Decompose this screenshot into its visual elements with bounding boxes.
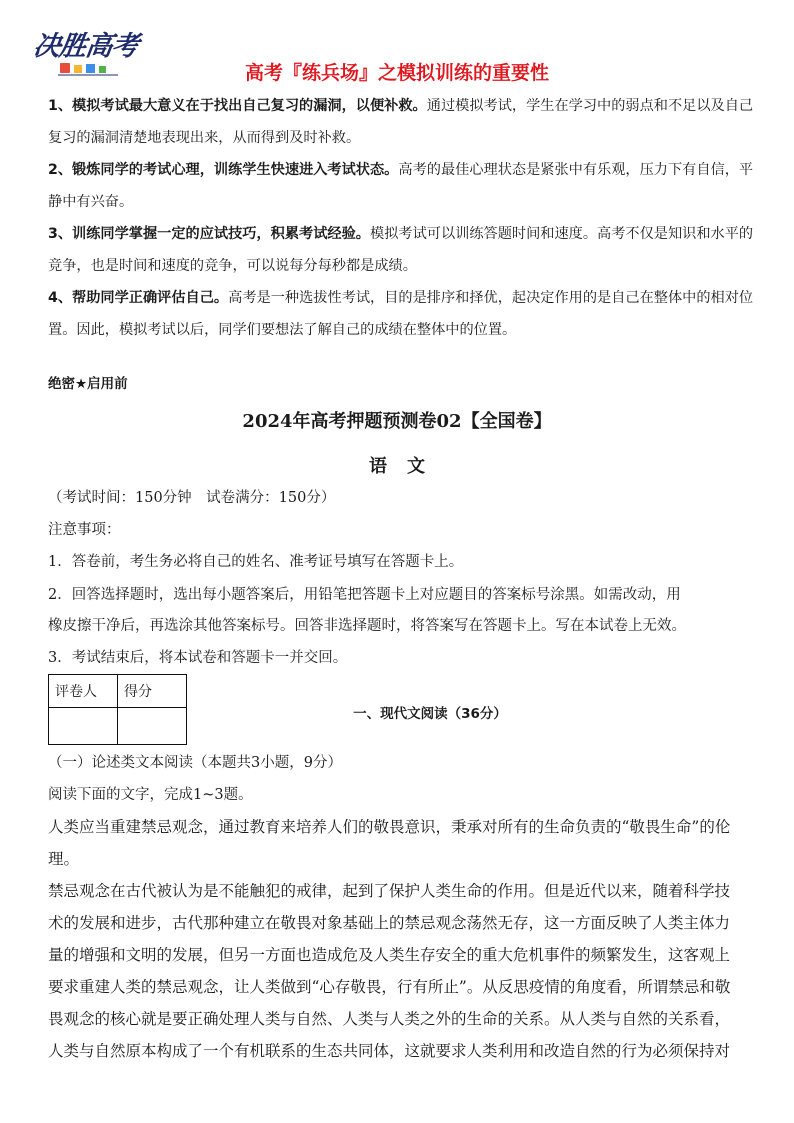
promo-point-2-text: 高考的最佳心理状态是紧张中有乐观，压力下有自信，平 [398, 162, 754, 178]
promo-point-2-line-2: 静中有兴奋。 [48, 194, 134, 210]
logo-text: 决胜高考 [31, 31, 140, 62]
exam-title: 2024年高考押题预测卷02【全国卷】 [242, 411, 552, 432]
passage-line: 理。 [48, 850, 80, 868]
promo-point-4-text: 高考是一种选拔性考试，目的是排序和择优，起决定作用的是自己在整体中的相对位 [228, 290, 754, 306]
promo-point-1-line-1 [48, 96, 760, 116]
passage-line: 量的增强和文明的发展，但另一方面也造成危及人类生存安全的重大危机事件的频繁发生，这客观上 [48, 946, 731, 964]
promo-point-1-text: 通过模拟考试，学生在学习中的弱点和不足以及自己 [426, 98, 754, 114]
notice-item-3: 3．考试结束后，将本试卷和答题卡一并交回。 [48, 650, 348, 666]
subject-title: 语文 [369, 456, 445, 477]
notice-item-1: 1．答卷前，考生务必将自己的姓名、准考证号填写在答题卡上。 [48, 554, 464, 570]
promo-point-2-heading: 2、锻炼同学的考试心理，训练学生快速进入考试状态。 [48, 162, 399, 178]
grader-table-header [49, 675, 187, 708]
reading-instruction: 阅读下面的文字，完成1~3题。 [48, 787, 253, 803]
passage-line: 禁忌观念在古代被认为是不能触犯的戒律，起到了保护人类生命的作用。但是近代以来，随着科学技 [48, 882, 731, 900]
promo-point-3-line-1 [48, 224, 760, 244]
promo-point-3-line-2: 竞争，也是时间和速度的竞争，可以说每分每秒都是成绩。 [48, 258, 417, 274]
promo-title-text: 高考『练兵场』之模拟训练的重要性 [244, 62, 549, 84]
section-heading: 一、现代文阅读（36分） [353, 706, 507, 722]
promo-point-3-text: 模拟考试可以训练答题时间和速度。高考不仅是知识和水平的 [370, 226, 754, 242]
score-col-label: 得分 [118, 675, 187, 708]
passage-line: 人类应当重建禁忌观念，通过教育来培养人们的敬畏意识，秉承对所有的生命负责的“敬畏生命”的伦 [48, 818, 731, 836]
promo-point-1-heading: 1、模拟考试最大意义在于找出自己复习的漏洞，以便补救。 [48, 98, 427, 114]
grader-cell[interactable] [49, 708, 118, 745]
score-cell[interactable] [118, 708, 187, 745]
secret-label: 绝密★启用前 [48, 376, 128, 392]
notice-item-2-cont: 橡皮擦干净后，再选涂其他答案标号。回答非选择题时，将答案写在答题卡上。写在本试卷上无效。 [48, 618, 686, 634]
promo-point-3-heading: 3、训练同学掌握一定的应试技巧，积累考试经验。 [48, 226, 370, 242]
time-info: （考试时间：150分钟 试卷满分：150分） [48, 490, 336, 506]
promo-point-1-line-2: 复习的漏洞清楚地表现出来，从而得到及时补救。 [48, 130, 361, 146]
grader-table [48, 674, 187, 745]
passage-line: 要求重建人类的禁忌观念，让人类做到“心存敬畏，行有所止”。从反思疫情的角度看，所谓禁忌和敬 [48, 978, 731, 996]
grader-col-label: 评卷人 [49, 675, 118, 708]
passage-line: 畏观念的核心就是要正确处理人类与自然、人类与人类之外的生命的关系。从人类与自然的关系看， [48, 1010, 731, 1028]
promo-point-2-line-1 [48, 160, 760, 180]
promo-point-4-line-2: 置。因此，模拟考试以后，同学们要想法了解自己的成绩在整体中的位置。 [48, 322, 517, 338]
promo-point-4-line-1 [48, 288, 760, 308]
notice-label: 注意事项： [48, 522, 121, 538]
promo-point-4-heading: 4、帮助同学正确评估自己。 [48, 290, 229, 306]
grader-table-row [49, 708, 187, 745]
notice-item-2: 2．回答选择题时，选出每小题答案后，用铅笔把答题卡上对应题目的答案标号涂黑。如需改动，用 [48, 587, 681, 603]
subsection-title: （一）论述类文本阅读（本题共3小题，9分） [48, 755, 342, 771]
passage-line: 人类与自然原本构成了一个有机联系的生态共同体，这就要求人类利用和改造自然的行为必须保持对 [48, 1042, 731, 1060]
passage-line: 术的发展和进步，古代那种建立在敬畏对象基础上的禁忌观念荡然无存，这一方面反映了人类主体力 [48, 914, 731, 932]
promo-title [0, 58, 794, 85]
